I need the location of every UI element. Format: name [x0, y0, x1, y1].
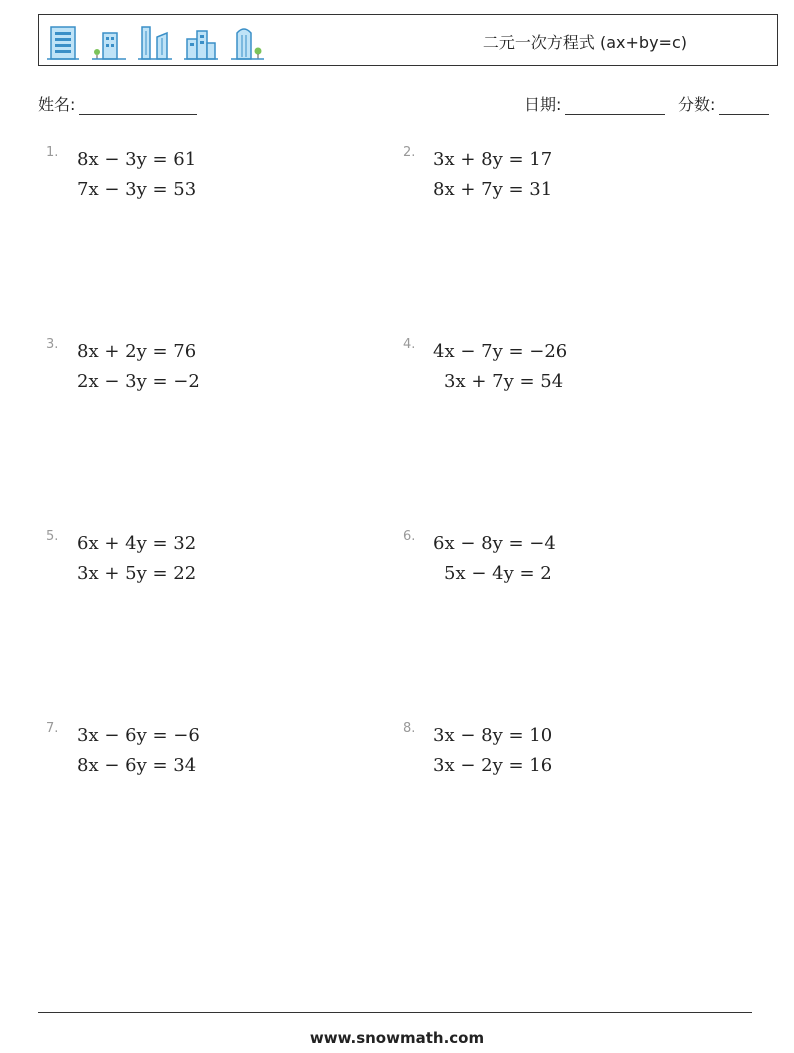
- date-label: 日期:: [524, 95, 562, 114]
- building-tree-icon: [229, 23, 265, 61]
- building-icon: [45, 23, 81, 61]
- equation-2: 3x − 2y = 16: [433, 755, 553, 776]
- score-blank[interactable]: [719, 96, 769, 115]
- problem-number: 1.: [46, 145, 59, 160]
- equation-2: 8x − 6y = 34: [77, 755, 197, 776]
- equation-2: 8x + 7y = 31: [433, 179, 553, 200]
- name-field: [38, 92, 197, 115]
- equation-1: 6x + 4y = 32: [77, 533, 197, 554]
- problem-number: 6.: [403, 529, 416, 544]
- equation-2: 2x − 3y = −2: [77, 371, 200, 392]
- problem-number: 7.: [46, 721, 59, 736]
- equation-1: 8x − 3y = 61: [77, 149, 197, 170]
- equation-1: 3x + 8y = 17: [433, 149, 553, 170]
- date-blank[interactable]: [565, 96, 665, 115]
- problem-number: 8.: [403, 721, 416, 736]
- equation-1: 4x − 7y = −26: [433, 341, 568, 362]
- towers-icon: [137, 23, 173, 61]
- score-field: [678, 92, 769, 115]
- equation-2: 7x − 3y = 53: [77, 179, 197, 200]
- name-label: 姓名:: [38, 95, 76, 114]
- date-field: [524, 92, 665, 115]
- equation-2: 3x + 7y = 54: [444, 371, 564, 392]
- problem-number: 5.: [46, 529, 59, 544]
- building-tree-icon: [91, 23, 127, 61]
- header-icons: [45, 23, 265, 61]
- equation-1: 6x − 8y = −4: [433, 533, 556, 554]
- equation-2: 5x − 4y = 2: [444, 563, 552, 584]
- city-icon: [183, 23, 219, 61]
- footer-divider: [38, 1012, 752, 1013]
- equation-1: 3x − 6y = −6: [77, 725, 200, 746]
- name-blank[interactable]: [79, 96, 197, 115]
- problem-number: 4.: [403, 337, 416, 352]
- equation-1: 8x + 2y = 76: [77, 341, 197, 362]
- footer-url[interactable]: www.snowmath.com: [309, 1029, 485, 1047]
- problem-number: 3.: [46, 337, 59, 352]
- problem-number: 2.: [403, 145, 416, 160]
- score-label: 分数:: [678, 95, 716, 114]
- equation-1: 3x − 8y = 10: [433, 725, 553, 746]
- page-title: 二元一次方程式 (ax+by=c): [482, 33, 687, 52]
- header-box: [38, 14, 778, 66]
- equation-2: 3x + 5y = 22: [77, 563, 197, 584]
